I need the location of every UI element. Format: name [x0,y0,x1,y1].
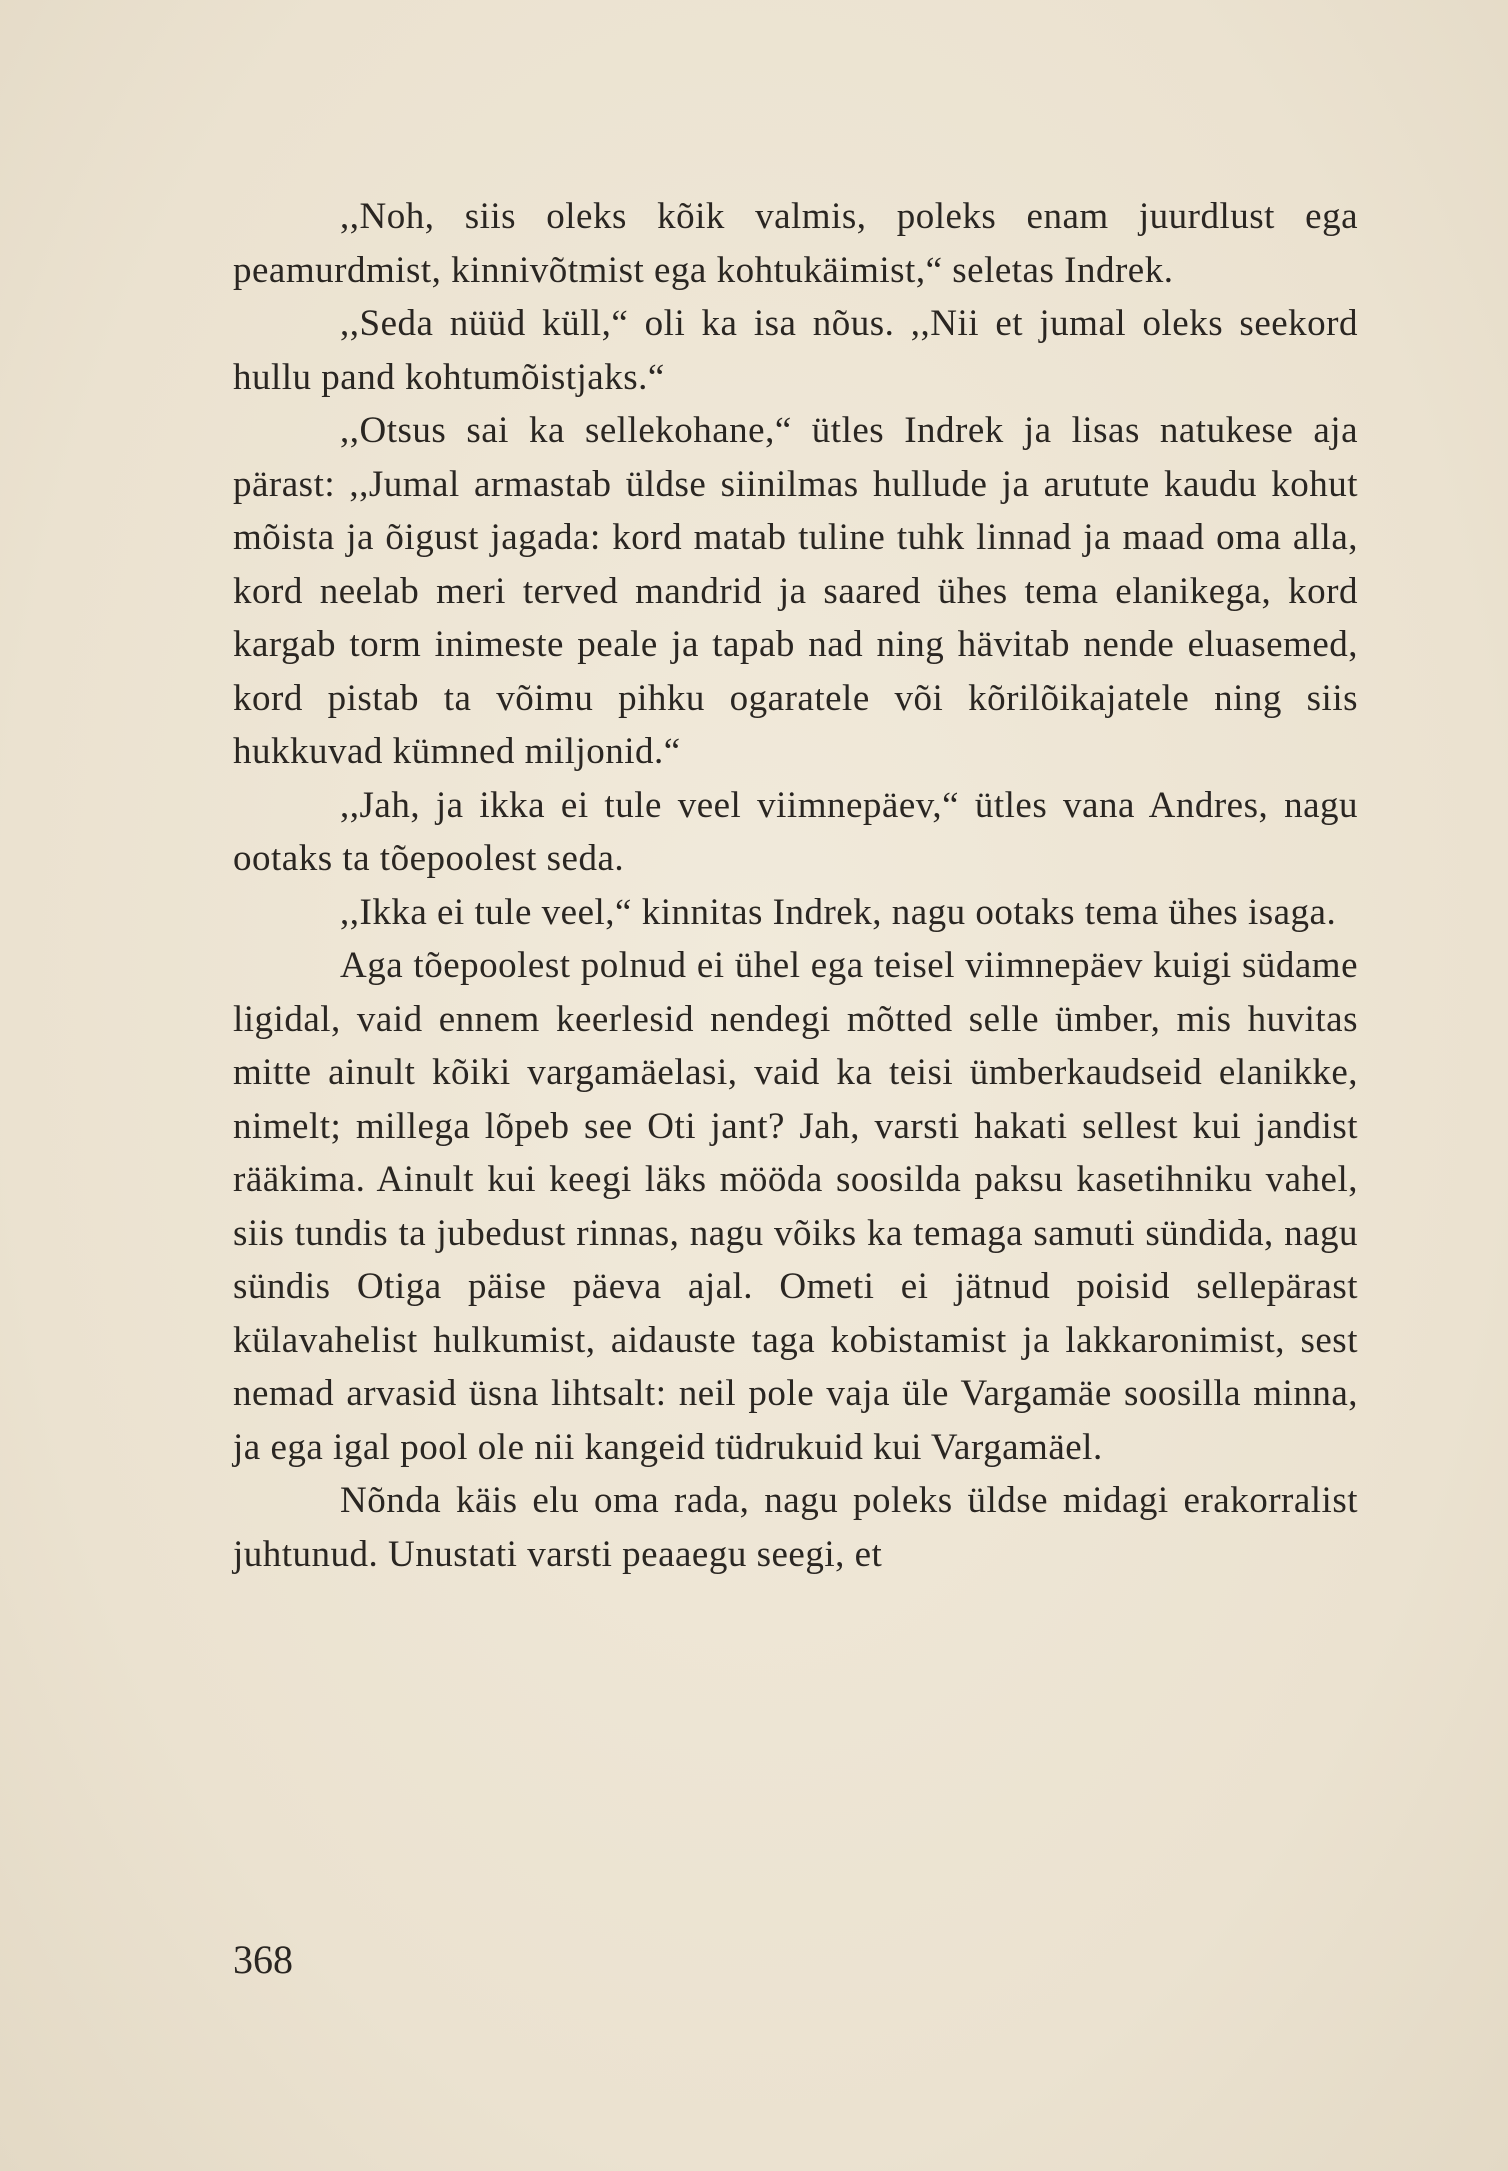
paragraph: ,,Jah, ja ikka ei tule veel viimnepäev,“ ütles vana Andres, nagu ootaks ta tõepoolest seda. [233,784,1358,879]
paragraph: ,,Seda nüüd küll,“ oli ka isa nõus. ,,Nii et jumal oleks seekord hullu pand kohtumõistjaks.“ [233,303,1358,398]
paragraph: ,,Noh, siis oleks kõik valmis, poleks enam juurdlust ega peamurdmist, kinnivõtmist ega kohtukäimist,“ seletas Indrek. [233,196,1358,291]
paragraph: Aga tõepoolest polnud ei ühel ega teisel viimnepäev kuigi südame ligidal, vaid ennem keerlesid nendegi mõtted selle ümber, mis huvitas mitte ainult kõiki vargamäelasi, vaid ka teisi ümberkaudseid elanikke, nimelt; millega lõpeb see Oti jant? Jah, varsti hakati sellest kui jandist rääkima. Ainult kui keegi läks mööda soosilda paksu kasetihniku vahel, siis tundis ta jubedust rinnas, nagu võiks ka temaga samuti sündida, nagu sündis Otiga päise päeva ajal. Ometi ei jätnud poisid sellepärast külavahelist hulkumist, aidauste taga kobistamist ja lakkaronimist, sest nemad arvasid üsna lihtsalt: neil pole vaja üle Vargamäe soosilla minna, ja ega igal pool ole nii kangeid tüdrukuid kui Vargamäel. [233,945,1358,1468]
body-text [233,190,1358,1581]
page-number: 368 [233,1937,293,1982]
paragraph: ,,Otsus sai ka sellekohane,“ ütles Indrek ja lisas natukese aja pärast: ,,Jumal armastab üldse siinilmas hullude ja arutute kaudu kohut mõista ja õigust jagada: kord matab tuline tuhk linnad ja maad oma alla, kord neelab meri terved mandrid ja saared ühes tema elanikega, kord kargab torm inimeste peale ja tapab nad ning hävitab nende eluasemed, kord pistab ta võimu pihku ogaratele või kõrilõikajatele ning siis hukkuvad kümned miljonid.“ [233,410,1358,772]
paragraph: Nõnda käis elu oma rada, nagu poleks üldse midagi erakorralist juhtunud. Unustati varsti peaaegu seegi, et [233,1480,1358,1575]
paragraph: ,,Ikka ei tule veel,“ kinnitas Indrek, nagu ootaks tema ühes isaga. [340,891,1337,933]
